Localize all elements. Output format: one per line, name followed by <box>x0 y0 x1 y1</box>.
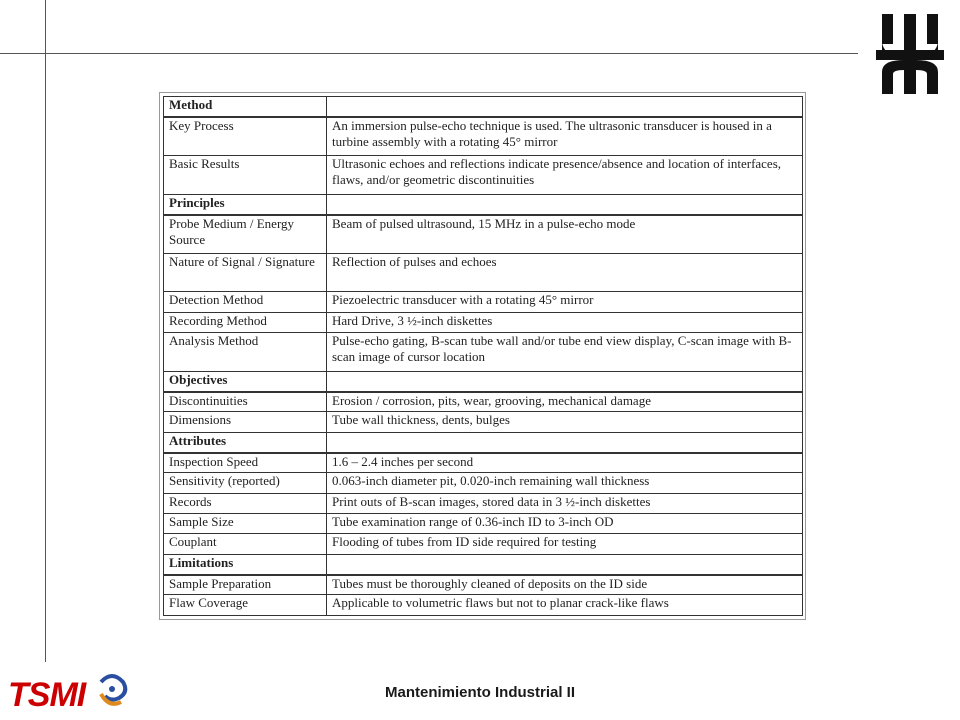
row-label: Records <box>164 493 327 513</box>
row-value: Flooding of tubes from ID side required for testing <box>327 534 803 554</box>
row-value: Erosion / corrosion, pits, wear, grooving, mechanical damage <box>327 392 803 412</box>
table-row <box>164 215 803 254</box>
footer-title: Mantenimiento Industrial II <box>384 684 575 701</box>
section-blank-cell <box>327 432 803 452</box>
table-row <box>164 333 803 372</box>
section-header-row <box>164 371 803 391</box>
row-label: Sample Size <box>164 514 327 534</box>
row-label: Sample Preparation <box>164 575 327 595</box>
vertical-rule <box>45 0 46 662</box>
row-label: Flaw Coverage <box>164 595 327 616</box>
section-title: Attributes <box>164 432 327 452</box>
section-title: Objectives <box>164 371 327 391</box>
row-label: Detection Method <box>164 292 327 312</box>
row-value: 1.6 – 2.4 inches per second <box>327 453 803 473</box>
row-label: Analysis Method <box>164 333 327 372</box>
row-value: 0.063-inch diameter pit, 0.020-inch remaining wall thickness <box>327 473 803 493</box>
row-value: Tube wall thickness, dents, bulges <box>327 412 803 432</box>
inspection-spec-table <box>163 96 803 616</box>
table-row <box>164 575 803 595</box>
row-label: Nature of Signal / Signature <box>164 253 327 292</box>
row-label: Basic Results <box>164 156 327 195</box>
spec-table-frame <box>159 92 806 620</box>
horizontal-rule <box>0 53 858 54</box>
table-row <box>164 595 803 616</box>
utn-logo-icon <box>874 12 946 96</box>
section-header-row <box>164 432 803 452</box>
row-label: Key Process <box>164 117 327 156</box>
table-row <box>164 412 803 432</box>
row-label: Sensitivity (reported) <box>164 473 327 493</box>
row-label: Discontinuities <box>164 392 327 412</box>
section-blank-cell <box>327 554 803 574</box>
section-title: Principles <box>164 194 327 214</box>
table-row <box>164 156 803 195</box>
row-value: Beam of pulsed ultrasound, 15 MHz in a pulse-echo mode <box>327 215 803 254</box>
section-blank-cell <box>327 97 803 117</box>
table-row <box>164 312 803 332</box>
table-row <box>164 473 803 493</box>
row-value: Print outs of B-scan images, stored data in 3 ½-inch diskettes <box>327 493 803 513</box>
section-header-row <box>164 554 803 574</box>
table-row <box>164 493 803 513</box>
row-value: Piezoelectric transducer with a rotating 45° mirror <box>327 292 803 312</box>
table-row <box>164 534 803 554</box>
row-value: Applicable to volumetric flaws but not to planar crack-like flaws <box>327 595 803 616</box>
section-header-row <box>164 97 803 117</box>
row-value: Tube examination range of 0.36-inch ID to 3-inch OD <box>327 514 803 534</box>
svg-text:TSMI: TSMI <box>8 676 86 714</box>
row-value: An immersion pulse-echo technique is used. The ultrasonic transducer is housed in a turbine assembly with a rotating 45° mirror <box>327 117 803 156</box>
row-label: Probe Medium / Energy Source <box>164 215 327 254</box>
table-row <box>164 117 803 156</box>
table-row <box>164 514 803 534</box>
section-header-row <box>164 194 803 214</box>
section-blank-cell <box>327 371 803 391</box>
row-label: Couplant <box>164 534 327 554</box>
row-value: Reflection of pulses and echoes <box>327 253 803 292</box>
row-label: Inspection Speed <box>164 453 327 473</box>
row-value: Hard Drive, 3 ½-inch diskettes <box>327 312 803 332</box>
section-blank-cell <box>327 194 803 214</box>
row-label: Dimensions <box>164 412 327 432</box>
row-value: Tubes must be thoroughly cleaned of deposits on the ID side <box>327 575 803 595</box>
row-value: Ultrasonic echoes and reflections indicate presence/absence and location of interfaces, flaws, and/or geometric discontinuities <box>327 156 803 195</box>
section-title: Limitations <box>164 554 327 574</box>
table-row <box>164 253 803 292</box>
table-row <box>164 392 803 412</box>
row-label: Recording Method <box>164 312 327 332</box>
table-row <box>164 453 803 473</box>
row-value: Pulse-echo gating, B-scan tube wall and/or tube end view display, C-scan image with B-scan image of cursor location <box>327 333 803 372</box>
section-title: Method <box>164 97 327 117</box>
table-row <box>164 292 803 312</box>
